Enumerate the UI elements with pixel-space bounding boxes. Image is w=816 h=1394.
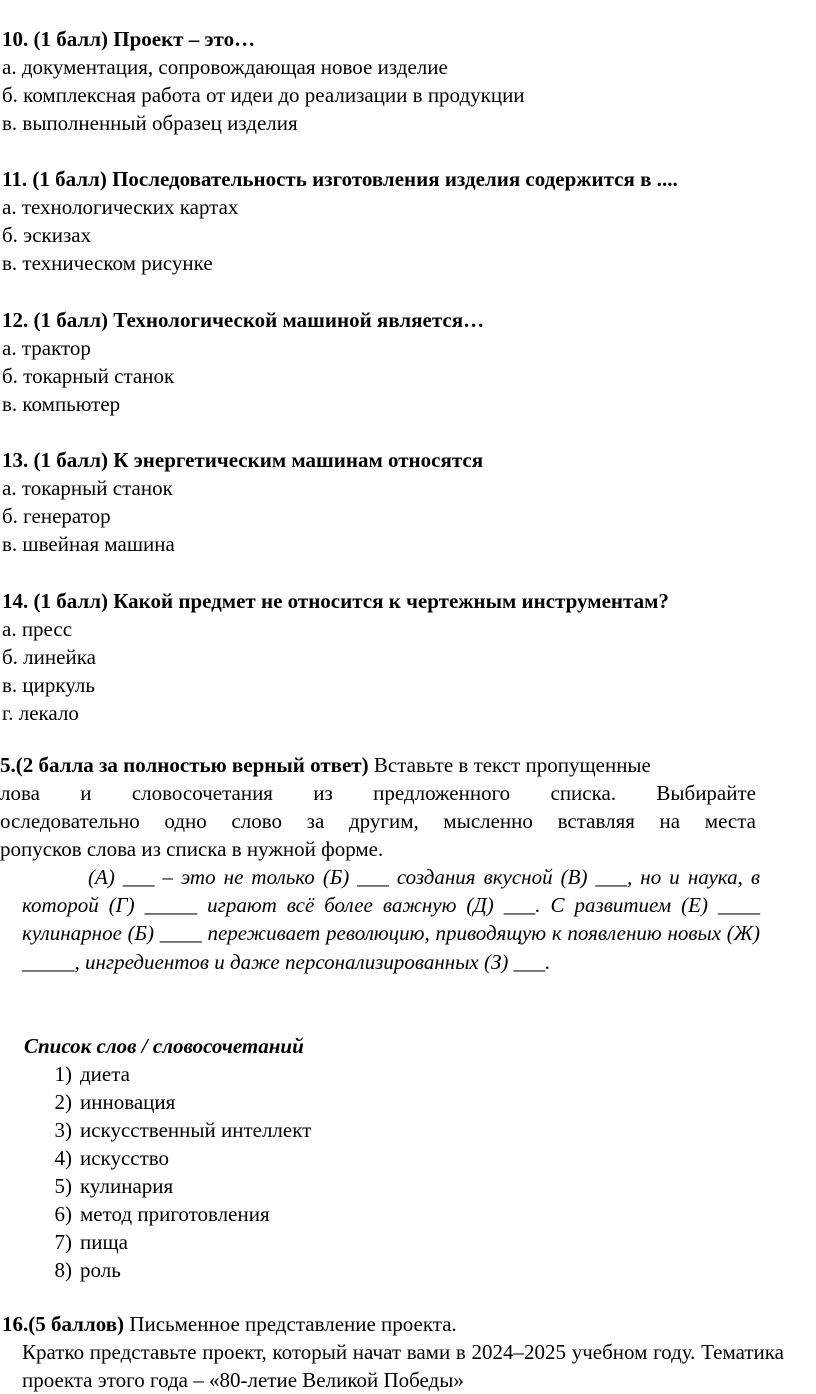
question-15-heading <box>0 751 651 779</box>
word-list-item <box>46 1060 130 1088</box>
question-11-option-a: а. технологических картах <box>2 195 239 219</box>
word-list-number: 1) <box>54 1062 72 1086</box>
word-list-text: кулинария <box>80 1174 174 1198</box>
word-list-number: 2) <box>54 1090 72 1114</box>
question-14-option-c: в. циркуль <box>2 673 95 697</box>
question-12-option-b: б. токарный станок <box>2 364 175 388</box>
question-13-option-c: в. швейная машина <box>2 532 175 556</box>
word-list-number: 7) <box>54 1230 72 1254</box>
question-15-points: 5.(2 балла за полностью верный ответ) <box>0 753 369 777</box>
question-15-instruction-start: Вставьте в текст пропущенные <box>368 753 651 777</box>
word-list-text: искусство <box>80 1146 170 1170</box>
word-list-number: 5) <box>54 1174 72 1198</box>
word-list-item <box>46 1200 270 1228</box>
question-11-title: 11. (1 балл) Последовательность изготовления изделия содержится в .... <box>2 167 678 191</box>
question-10-title: 10. (1 балл) Проект – это… <box>2 27 256 51</box>
word-list-item <box>46 1144 169 1172</box>
question-13-title: 13. (1 балл) К энергетическим машинам относятся <box>2 448 484 472</box>
word-list-text: метод приготовления <box>80 1202 270 1226</box>
question-11-option-c: в. техническом рисунке <box>2 251 213 275</box>
question-16-instruction: Письменное представление проекта. <box>124 1312 457 1336</box>
word-list-item <box>46 1088 175 1116</box>
word-list-text: инновация <box>80 1090 176 1114</box>
word-list-number: 8) <box>54 1258 72 1282</box>
word-list-item <box>46 1228 128 1256</box>
question-14-option-b: б. линейка <box>2 645 96 669</box>
question-14-option-d: г. лекало <box>2 701 79 725</box>
question-13-option-b: б. генератор <box>2 504 111 528</box>
word-list-text: диета <box>80 1062 130 1086</box>
question-14-option-a: а. пресс <box>2 617 73 641</box>
question-15-instruction-line-3: оследовательно одно слово за другим, мысленно вставляя на места <box>0 809 756 833</box>
question-10-option-c: в. выполненный образец изделия <box>2 111 298 135</box>
word-list-item <box>46 1172 173 1200</box>
question-15-instruction-line-4: ропусков слова из списка в нужной форме. <box>0 837 384 861</box>
question-16-points: 16.(5 баллов) <box>2 1312 125 1336</box>
word-list-number: 4) <box>54 1146 72 1170</box>
question-10-option-a: а. документация, сопровождающая новое изделие <box>2 55 448 79</box>
question-15-instruction-line-2: лова и словосочетания из предложенного списка. Выбирайте <box>0 781 756 805</box>
word-list-number: 3) <box>54 1118 72 1142</box>
question-13-option-a: а. токарный станок <box>2 476 173 500</box>
word-list-text: роль <box>80 1258 121 1282</box>
question-11-option-b: б. эскизах <box>2 223 92 247</box>
question-16-body: Кратко представьте проект, который начат вами в 2024–2025 учебном году. Тематика проекта этого года – «80-летие Великой Победы» <box>22 1340 784 1392</box>
question-14-title: 14. (1 балл) Какой предмет не относится к чертежным инструментам? <box>2 589 669 613</box>
word-list-item <box>46 1256 121 1284</box>
word-list-title: Список слов / словосочетаний <box>24 1034 304 1058</box>
question-12-option-c: в. компьютер <box>2 392 121 416</box>
word-list-text: пища <box>80 1230 128 1254</box>
question-16-heading <box>2 1310 457 1338</box>
word-list-item <box>46 1116 311 1144</box>
word-list-number: 6) <box>54 1202 72 1226</box>
question-12-title: 12. (1 балл) Технологической машиной является… <box>2 308 485 332</box>
question-10-option-b: б. комплексная работа от идеи до реализации в продукции <box>2 83 525 107</box>
word-list-text: искусственный интеллект <box>80 1118 312 1142</box>
question-12-option-a: а. трактор <box>2 336 91 360</box>
question-15-passage: (А) ___ – это не только (Б) ___ создания вкусной (В) ___, но и наука, в которой (Г) _____ играют всё более важную (Д) ___. С развитием (Е) ____ кулинарное (Б) ____ переживает революцию, приводящую к появлению новых (Ж) _____, ингредиентов и даже персонализированных (З) ___. <box>22 865 760 974</box>
